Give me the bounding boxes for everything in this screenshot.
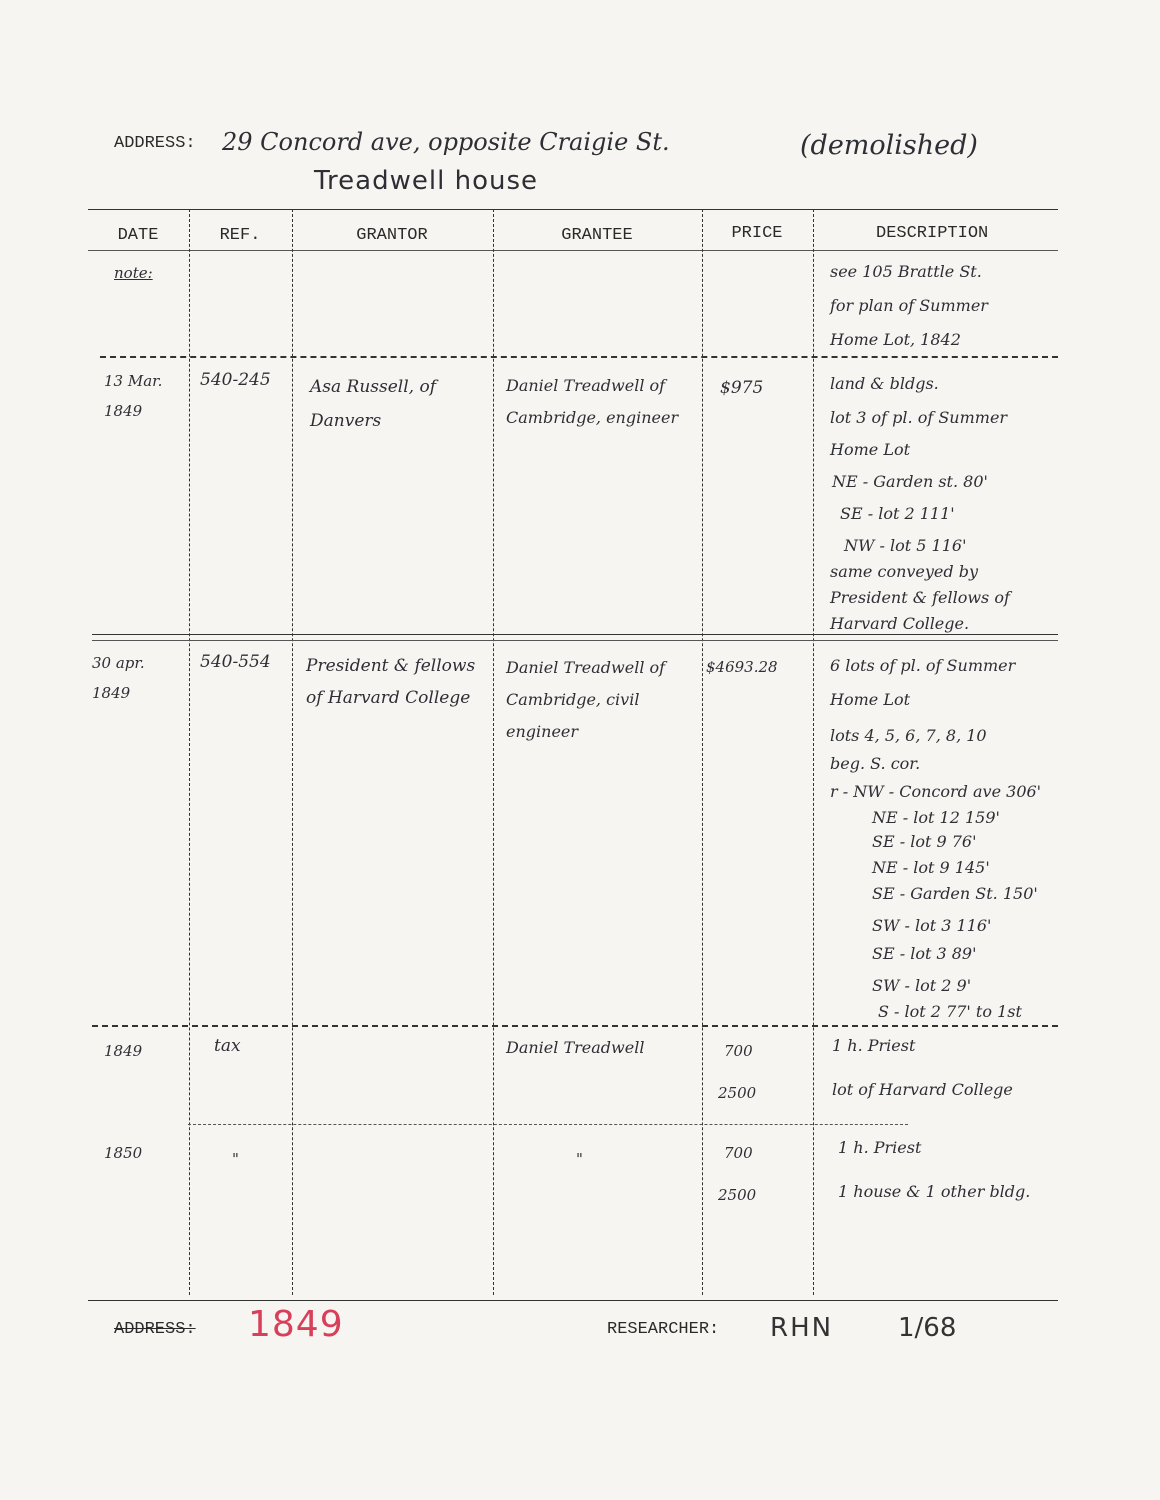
cell-price: $975 <box>720 378 764 398</box>
cell-ref: " <box>232 1150 239 1168</box>
description-line: Harvard College. <box>830 614 970 633</box>
description-line: President & fellows of <box>830 588 1010 607</box>
description-line: NW - lot 5 116' <box>844 536 967 555</box>
cell-grantor: President & fellows of Harvard College <box>306 656 476 708</box>
description-line: SE - lot 3 89' <box>872 944 977 963</box>
col-header-grantee: GRANTEE <box>561 226 633 245</box>
cell-price: $4693.28 <box>706 658 778 676</box>
col-header-grantor: GRANTOR <box>356 226 428 245</box>
description-line: for plan of Summer <box>830 296 988 315</box>
cell-price: 2500 <box>718 1186 757 1204</box>
description-line: 1 h. Priest <box>838 1138 922 1157</box>
description-line: NE - Garden st. 80' <box>832 472 988 491</box>
column-divider <box>813 209 814 1295</box>
description-line: see 105 Brattle St. <box>830 262 982 281</box>
description-line: SW - lot 2 9' <box>872 976 972 995</box>
cell-grantee: Daniel Treadwell of Cambridge, civil engineer <box>506 658 666 741</box>
row-divider <box>92 634 1058 635</box>
description-line: Home Lot, 1842 <box>830 330 961 349</box>
description-line: lots 4, 5, 6, 7, 8, 10 <box>830 726 987 745</box>
col-header-date: DATE <box>117 226 159 245</box>
house-name: Treadwell house <box>314 166 538 196</box>
row-divider <box>92 640 1058 641</box>
footer-year: 1849 <box>248 1304 344 1345</box>
researcher-initials: RHN <box>770 1313 834 1343</box>
research-date: 1/68 <box>898 1313 957 1343</box>
row-divider <box>92 1025 1058 1027</box>
cell-price: 700 <box>724 1144 753 1162</box>
cell-date: 30 apr. 1849 <box>92 654 145 702</box>
description-line: land & bldgs. <box>830 374 939 393</box>
description-line: 6 lots of pl. of Summer <box>830 656 1016 675</box>
description-line: SW - lot 3 116' <box>872 916 992 935</box>
description-line: lot of Harvard College <box>832 1080 1013 1099</box>
column-divider <box>189 209 190 1295</box>
col-header-ref: REF. <box>219 226 261 245</box>
cell-date: 13 Mar. 1849 <box>104 372 163 420</box>
description-line: SE - lot 2 111' <box>840 504 955 523</box>
column-divider <box>702 209 703 1295</box>
cell-date: 1849 <box>104 1042 143 1060</box>
description-line: Home Lot <box>830 690 910 709</box>
cell-grantee: Daniel Treadwell <box>506 1038 645 1057</box>
cell-price: 700 <box>724 1042 753 1060</box>
address-label: ADDRESS: <box>114 134 196 153</box>
cell-date: note: <box>114 264 153 282</box>
footer-address-label: ADDRESS: <box>114 1320 196 1339</box>
description-line: S - lot 2 77' to 1st <box>878 1002 1022 1021</box>
address-text: 29 Concord ave, opposite Craigie St. <box>222 128 670 156</box>
description-line: 1 h. Priest <box>832 1036 916 1055</box>
description-line: beg. S. cor. <box>830 754 921 773</box>
description-line: NE - lot 9 145' <box>872 858 990 877</box>
description-line: Home Lot <box>830 440 910 459</box>
cell-grantee: " <box>576 1150 583 1168</box>
description-line: SE - lot 9 76' <box>872 832 977 851</box>
column-divider <box>493 209 494 1295</box>
description-line: same conveyed by <box>830 562 978 581</box>
description-line: 1 house & 1 other bldg. <box>838 1182 1031 1201</box>
cell-ref: tax <box>214 1036 241 1056</box>
researcher-label: RESEARCHER: <box>607 1320 720 1339</box>
cell-grantor: Asa Russell, of Danvers <box>310 377 437 431</box>
row-divider <box>188 1124 908 1125</box>
cell-ref: 540-554 <box>200 652 271 672</box>
description-line: r - NW - Concord ave 306' <box>830 782 1042 801</box>
demolished-note: (demolished) <box>800 130 978 161</box>
description-line: lot 3 of pl. of Summer <box>830 408 1008 427</box>
cell-price: 2500 <box>718 1084 757 1102</box>
description-line: NE - lot 12 159' <box>872 808 1000 827</box>
table-top-rule <box>88 209 1058 210</box>
cell-grantee: Daniel Treadwell of Cambridge, engineer <box>506 376 679 427</box>
column-divider <box>292 209 293 1295</box>
cell-date: 1850 <box>104 1144 143 1162</box>
col-header-price: PRICE <box>731 224 783 243</box>
table-bottom-rule <box>88 1300 1058 1301</box>
header-bottom-rule <box>88 250 1058 251</box>
row-divider <box>100 356 1058 358</box>
cell-ref: 540-245 <box>200 370 271 390</box>
col-header-description: DESCRIPTION <box>876 224 989 243</box>
description-line: SE - Garden St. 150' <box>872 884 1038 903</box>
